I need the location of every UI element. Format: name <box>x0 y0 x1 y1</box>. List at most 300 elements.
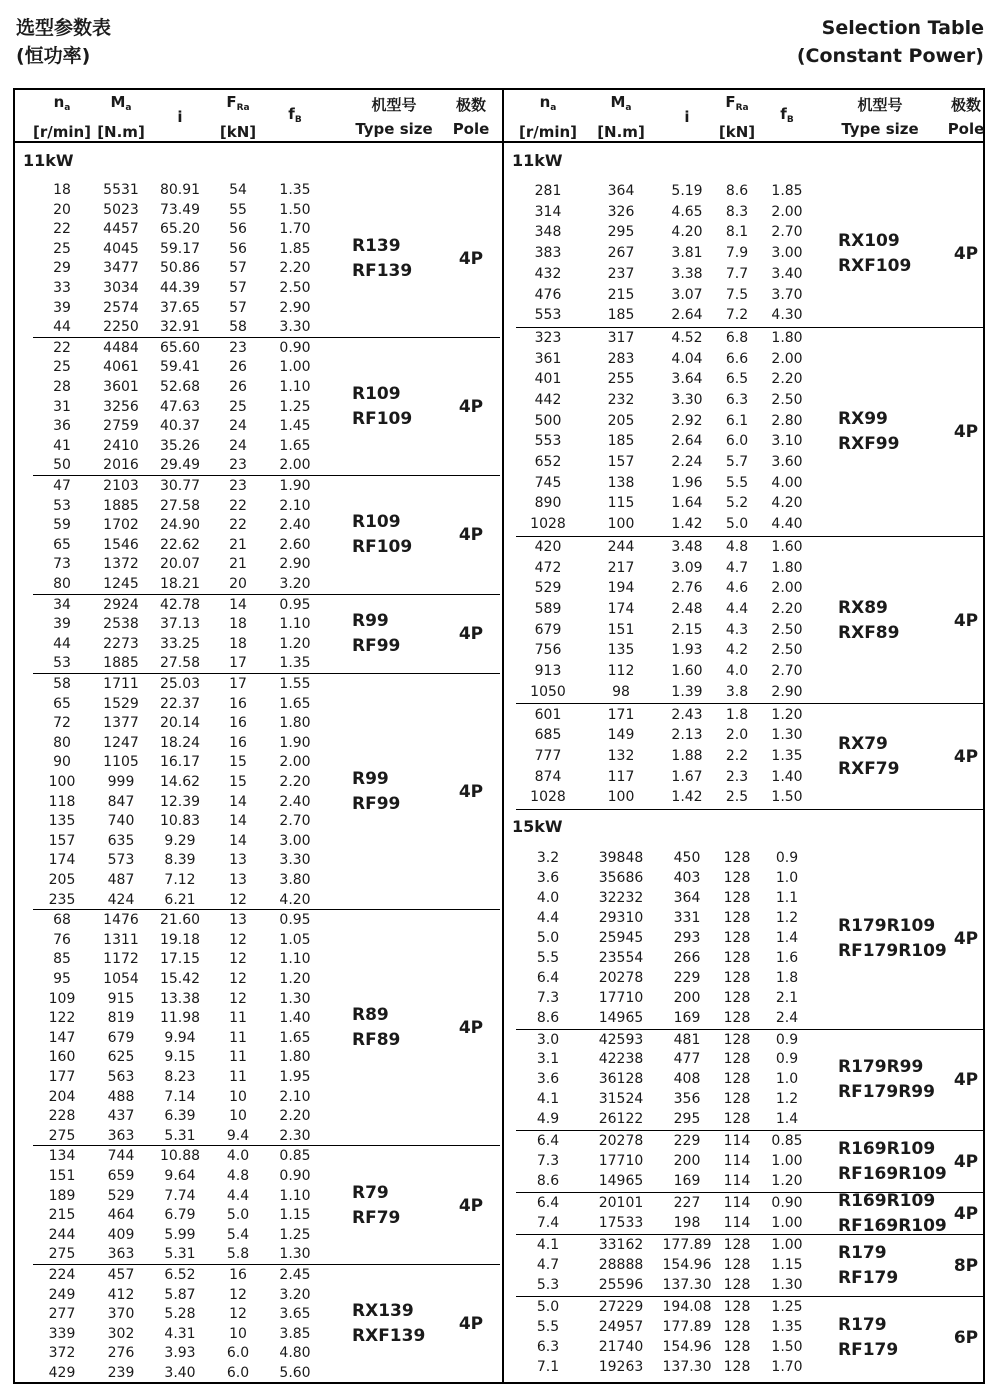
torque-value: 19263 <box>598 1358 644 1375</box>
ratio-value: 1.39 <box>671 683 703 700</box>
speed-value: 28 <box>53 378 71 395</box>
torque-value: 3034 <box>103 280 139 296</box>
ratio-value: 2.92 <box>671 412 703 429</box>
service-factor-value: 2.10 <box>279 1088 311 1105</box>
type-size-line: R169R109 <box>838 1191 936 1212</box>
service-factor-value: 1.95 <box>279 1068 311 1085</box>
radial-force-value: 114 <box>723 1173 751 1190</box>
torque-value: 117 <box>607 768 635 785</box>
speed-value: 215 <box>48 1207 76 1224</box>
radial-force-value: 14 <box>229 813 247 830</box>
service-factor-value: 2.00 <box>771 350 803 367</box>
radial-force-value: 12 <box>229 1306 247 1323</box>
radial-force-value: 5.4 <box>226 1226 250 1243</box>
torque-value: 17710 <box>598 1153 644 1170</box>
service-factor-value: 1.10 <box>279 951 311 968</box>
col-fra-header-unit: [kN] <box>219 122 257 141</box>
ratio-value: 21.60 <box>159 912 201 929</box>
type-size-line: RF179R99 <box>838 1082 935 1103</box>
ratio-value: 20.14 <box>159 715 201 732</box>
radial-force-value: 128 <box>723 1009 751 1026</box>
type-size-label <box>838 1313 898 1363</box>
torque-value: 5023 <box>103 201 139 218</box>
ratio-value: 2.43 <box>671 706 703 723</box>
service-factor-value: 1.35 <box>771 747 803 764</box>
radial-force-value: 13 <box>229 872 247 888</box>
speed-value: 20 <box>53 201 71 218</box>
torque-value: 1372 <box>103 556 139 573</box>
service-factor-value: 3.20 <box>279 576 311 592</box>
speed-value: 224 <box>48 1267 76 1283</box>
torque-value: 3256 <box>103 398 139 415</box>
type-group <box>516 1131 983 1193</box>
ratio-value: 10.88 <box>159 1148 201 1165</box>
ratio-value: 10.83 <box>159 813 201 830</box>
ratio-value: 14.62 <box>159 774 201 790</box>
speed-value: 7.4 <box>536 1215 560 1232</box>
service-factor-value: 1.35 <box>771 1318 803 1335</box>
torque-value: 819 <box>107 1010 135 1027</box>
radial-force-value: 4.6 <box>725 580 749 597</box>
radial-force-value: 11 <box>229 1010 247 1027</box>
service-factor-value: 2.20 <box>771 600 803 617</box>
table-header-row <box>504 90 985 143</box>
ratio-value: 169 <box>673 1009 701 1026</box>
torque-value: 4061 <box>103 359 139 376</box>
service-factor-value: 4.30 <box>771 307 803 324</box>
radial-force-value: 4.3 <box>725 621 749 638</box>
speed-value: 314 <box>534 203 562 220</box>
speed-value: 205 <box>48 872 76 888</box>
torque-value: 237 <box>607 265 635 282</box>
ratio-value: 9.64 <box>164 1167 196 1184</box>
radial-force-value: 22 <box>229 517 247 534</box>
radial-force-value: 6.1 <box>725 412 749 429</box>
type-size-line: RF99 <box>352 636 401 657</box>
service-factor-value: 1.30 <box>279 1246 311 1263</box>
speed-value: 189 <box>48 1187 76 1204</box>
speed-value: 65 <box>53 695 71 712</box>
title-cn-line2: (恒功率) <box>16 45 91 67</box>
service-factor-value: 0.95 <box>279 912 311 929</box>
ratio-value: 3.38 <box>671 265 703 282</box>
col-na-header-subscript: a <box>550 102 557 113</box>
col-type-header-label: 机型号 <box>371 95 417 114</box>
radial-force-value: 2.5 <box>725 789 749 806</box>
service-factor-value: 1.30 <box>771 727 803 744</box>
radial-force-value: 128 <box>723 1298 751 1315</box>
service-factor-value: 2.30 <box>279 1127 311 1144</box>
ratio-value: 15.42 <box>159 970 201 987</box>
torque-value: 20278 <box>598 969 644 986</box>
speed-value: 913 <box>534 663 562 680</box>
type-size-line: RF139 <box>352 260 413 281</box>
service-factor-value: 2.20 <box>771 371 803 388</box>
type-group <box>33 674 500 910</box>
torque-value: 370 <box>107 1306 135 1323</box>
ratio-value: 137.30 <box>662 1358 712 1375</box>
service-factor-value: 0.9 <box>775 1051 799 1068</box>
col-type-header-unit: Type size <box>841 119 919 138</box>
speed-value: 553 <box>534 433 562 450</box>
col-type-header-label: 机型号 <box>857 95 903 114</box>
speed-value: 442 <box>534 391 562 408</box>
type-size-line: RF89 <box>352 1030 401 1051</box>
col-na-header-unit: [r/min] <box>518 122 578 141</box>
radial-force-value: 57 <box>229 280 247 296</box>
type-size-line: RF99 <box>352 794 401 815</box>
ratio-value: 18.21 <box>159 576 201 592</box>
speed-value: 25 <box>53 240 71 257</box>
service-factor-value: 0.90 <box>771 1195 803 1212</box>
speed-value: 777 <box>534 747 562 764</box>
torque-value: 174 <box>607 600 635 617</box>
radial-force-value: 128 <box>723 1318 751 1335</box>
speed-value: 4.1 <box>536 1091 560 1108</box>
service-factor-value: 1.50 <box>771 789 803 806</box>
col-ma-header-label: $M_a$ <box>610 92 632 113</box>
speed-value: 29 <box>53 260 71 277</box>
ratio-value: 12.39 <box>159 793 201 810</box>
radial-force-value: 24 <box>229 437 247 454</box>
service-factor-value: 1.10 <box>279 1187 311 1204</box>
type-size-label <box>838 229 911 279</box>
type-size-line: RF169R109 <box>838 1164 947 1185</box>
speed-value: 679 <box>534 621 562 638</box>
ratio-value: 1.60 <box>671 663 703 680</box>
torque-value: 98 <box>612 683 630 700</box>
pole-label: 8P <box>953 1255 979 1276</box>
service-factor-value: 2.70 <box>771 663 803 680</box>
service-factor-value: 2.60 <box>279 536 311 553</box>
speed-value: 53 <box>53 497 71 514</box>
speed-value: 122 <box>48 1010 76 1027</box>
ratio-value: 266 <box>673 949 701 966</box>
ratio-value: 4.04 <box>671 350 703 367</box>
speed-value: 118 <box>48 793 76 810</box>
speed-value: 44 <box>53 319 71 336</box>
service-factor-value: 1.1 <box>775 889 799 906</box>
service-factor-value: 1.10 <box>279 616 311 633</box>
torque-value: 2574 <box>103 299 139 316</box>
ratio-value: 40.37 <box>159 418 201 435</box>
torque-value: 42238 <box>598 1051 644 1068</box>
ratio-value: 154.96 <box>662 1338 712 1355</box>
service-factor-value: 1.65 <box>279 437 311 454</box>
torque-value: 138 <box>607 474 635 491</box>
speed-value: 589 <box>534 600 562 617</box>
speed-value: 33 <box>53 280 71 296</box>
title-cn-line1: 选型参数表 <box>16 17 112 39</box>
torque-value: 100 <box>607 789 635 806</box>
service-factor-value: 1.05 <box>279 931 311 948</box>
service-factor-value: 1.00 <box>771 1237 803 1254</box>
pole-label: 6P <box>953 1327 979 1348</box>
ratio-value: 169 <box>673 1173 701 1190</box>
torque-value: 529 <box>107 1187 135 1204</box>
torque-value: 1546 <box>103 536 139 553</box>
service-factor-value: 0.95 <box>279 596 311 613</box>
service-factor-value: 1.00 <box>771 1153 803 1170</box>
torque-value: 3477 <box>103 260 139 277</box>
ratio-value: 3.07 <box>671 286 703 303</box>
torque-value: 27229 <box>598 1298 644 1315</box>
speed-value: 4.0 <box>536 889 560 906</box>
type-size-label <box>352 609 400 659</box>
speed-value: 36 <box>53 418 71 435</box>
pole-label: 4P <box>458 1018 484 1039</box>
speed-value: 174 <box>48 852 76 869</box>
service-factor-value: 3.85 <box>279 1325 311 1342</box>
torque-value: 1245 <box>103 576 139 592</box>
type-size-label <box>838 1137 947 1187</box>
ratio-value: 481 <box>673 1031 701 1048</box>
type-size-line: RXF109 <box>838 256 912 277</box>
radial-force-value: 6.5 <box>725 371 749 388</box>
torque-value: 744 <box>107 1148 135 1165</box>
radial-force-value: 15 <box>229 774 247 790</box>
torque-value: 915 <box>107 990 135 1007</box>
service-factor-value: 2.00 <box>771 580 803 597</box>
speed-value: 529 <box>534 580 562 597</box>
col-i-header-label: i <box>177 107 183 126</box>
torque-value: 32232 <box>598 889 644 906</box>
service-factor-value: 3.40 <box>771 265 803 282</box>
ratio-value: 20.07 <box>159 556 201 573</box>
pole-label: 4P <box>458 782 484 803</box>
ratio-value: 7.74 <box>164 1187 196 1204</box>
service-factor-value: 1.6 <box>775 949 799 966</box>
radial-force-value: 4.4 <box>226 1187 250 1204</box>
service-factor-value: 2.50 <box>771 391 803 408</box>
torque-value: 1105 <box>103 754 139 771</box>
speed-value: 3.6 <box>536 869 560 886</box>
type-group <box>33 910 500 1146</box>
speed-value: 160 <box>48 1049 76 1066</box>
page-title-en <box>797 14 984 70</box>
radial-force-value: 114 <box>723 1215 751 1232</box>
col-na-header <box>508 90 588 143</box>
radial-force-value: 128 <box>723 929 751 946</box>
speed-value: 745 <box>534 474 562 491</box>
service-factor-value: 1.85 <box>771 183 803 199</box>
col-fb-header-label: $f_B$ <box>780 104 794 125</box>
service-factor-value: 0.85 <box>771 1133 803 1150</box>
speed-value: 80 <box>53 576 71 592</box>
ratio-value: 25.03 <box>159 676 201 692</box>
service-factor-value: 1.45 <box>279 418 311 435</box>
torque-value: 437 <box>107 1108 135 1125</box>
torque-value: 295 <box>607 224 635 241</box>
speed-value: 100 <box>48 774 76 790</box>
torque-value: 14965 <box>598 1009 644 1026</box>
type-size-line: RF179 <box>838 1267 899 1288</box>
radial-force-value: 23 <box>229 457 247 474</box>
ratio-value: 229 <box>673 969 701 986</box>
radial-force-value: 12 <box>229 931 247 948</box>
speed-value: 109 <box>48 990 76 1007</box>
ratio-value: 47.63 <box>159 398 201 415</box>
radial-force-value: 7.5 <box>725 286 749 303</box>
torque-value: 3601 <box>103 378 139 395</box>
speed-value: 53 <box>53 655 71 672</box>
service-factor-value: 1.40 <box>279 1010 311 1027</box>
ratio-value: 29.49 <box>159 457 201 474</box>
service-factor-value: 1.35 <box>279 655 311 672</box>
type-group <box>516 537 983 705</box>
service-factor-value: 2.10 <box>279 497 311 514</box>
type-size-label <box>352 382 412 432</box>
torque-value: 2273 <box>103 635 139 652</box>
speed-value: 59 <box>53 517 71 534</box>
service-factor-value: 2.00 <box>279 754 311 771</box>
service-factor-value: 1.10 <box>279 378 311 395</box>
service-factor-value: 1.40 <box>771 768 803 785</box>
ratio-value: 16.17 <box>159 754 201 771</box>
service-factor-value: 0.85 <box>279 1148 311 1165</box>
speed-value: 244 <box>48 1226 76 1243</box>
type-size-label <box>352 767 400 817</box>
service-factor-value: 3.30 <box>279 319 311 336</box>
group-separator <box>516 809 983 810</box>
torque-value: 255 <box>607 371 635 388</box>
type-size-label <box>838 407 899 457</box>
type-size-line: R109 <box>352 383 401 404</box>
type-group <box>33 180 500 338</box>
ratio-value: 5.31 <box>164 1246 196 1263</box>
ratio-value: 1.93 <box>671 642 703 659</box>
service-factor-value: 4.40 <box>771 516 803 533</box>
service-factor-value: 2.40 <box>279 793 311 810</box>
col-ma-header-unit: [N.m] <box>597 122 645 141</box>
ratio-value: 6.39 <box>164 1108 196 1125</box>
ratio-value: 5.87 <box>164 1286 196 1303</box>
speed-value: 47 <box>53 478 71 494</box>
radial-force-value: 4.2 <box>725 642 749 659</box>
speed-value: 249 <box>48 1286 76 1303</box>
radial-force-value: 57 <box>229 260 247 277</box>
service-factor-value: 2.70 <box>771 224 803 241</box>
service-factor-value: 1.50 <box>771 1338 803 1355</box>
service-factor-value: 4.20 <box>771 495 803 512</box>
service-factor-value: 1.25 <box>771 1298 803 1315</box>
speed-value: 204 <box>48 1088 76 1105</box>
col-na-header-subscript: a <box>64 102 71 113</box>
type-size-label <box>838 914 947 964</box>
type-size-label <box>838 1241 898 1291</box>
ratio-value: 22.37 <box>159 695 201 712</box>
radial-force-value: 4.7 <box>725 559 749 576</box>
ratio-value: 22.62 <box>159 536 201 553</box>
radial-force-value: 25 <box>229 398 247 415</box>
service-factor-value: 2.50 <box>279 280 311 296</box>
type-size-line: R179R109 <box>838 915 936 936</box>
ratio-value: 2.15 <box>671 621 703 638</box>
radial-force-value: 17 <box>229 676 247 692</box>
speed-value: 348 <box>534 224 562 241</box>
service-factor-value: 1.50 <box>279 201 311 218</box>
speed-value: 135 <box>48 813 76 830</box>
torque-value: 28888 <box>598 1256 644 1273</box>
pole-label: 4P <box>458 525 484 546</box>
torque-value: 14965 <box>598 1173 644 1190</box>
speed-value: 6.4 <box>536 969 560 986</box>
service-factor-value: 2.50 <box>771 621 803 638</box>
ratio-value: 35.26 <box>159 437 201 454</box>
service-factor-value: 1.35 <box>279 182 311 198</box>
radial-force-value: 16 <box>229 1267 247 1283</box>
radial-force-value: 4.0 <box>725 663 749 680</box>
type-size-line: RXF139 <box>352 1326 426 1347</box>
col-na-header-label: $n_a$ <box>539 92 557 113</box>
col-fb-header-label: $f_B$ <box>288 104 302 125</box>
ratio-value: 364 <box>673 889 701 906</box>
speed-value: 383 <box>534 245 562 262</box>
service-factor-value: 3.20 <box>279 1286 311 1303</box>
ratio-value: 9.15 <box>164 1049 196 1066</box>
radial-force-value: 2.0 <box>725 727 749 744</box>
torque-value: 1702 <box>103 517 139 534</box>
torque-value: 635 <box>107 832 135 849</box>
speed-value: 652 <box>534 454 562 471</box>
speed-value: 95 <box>53 970 71 987</box>
ratio-value: 331 <box>673 909 701 926</box>
ratio-value: 6.52 <box>164 1267 196 1283</box>
ratio-value: 8.23 <box>164 1068 196 1085</box>
speed-value: 177 <box>48 1068 76 1085</box>
torque-value: 215 <box>607 286 635 303</box>
torque-value: 409 <box>107 1226 135 1243</box>
speed-value: 134 <box>48 1148 76 1165</box>
torque-value: 1172 <box>103 951 139 968</box>
table-header-row <box>15 90 502 143</box>
speed-value: 5.5 <box>536 1318 560 1335</box>
ratio-value: 5.31 <box>164 1127 196 1144</box>
pole-label: 4P <box>458 248 484 269</box>
ratio-value: 5.19 <box>671 183 703 199</box>
radial-force-value: 114 <box>723 1133 751 1150</box>
torque-value: 317 <box>607 329 635 346</box>
radial-force-value: 22 <box>229 497 247 514</box>
radial-force-value: 16 <box>229 695 247 712</box>
speed-value: 685 <box>534 727 562 744</box>
col-pole-header-unit: Pole <box>452 119 490 138</box>
service-factor-value: 2.80 <box>771 412 803 429</box>
speed-value: 8.6 <box>536 1009 560 1026</box>
type-group <box>33 338 500 476</box>
ratio-value: 8.39 <box>164 852 196 869</box>
ratio-value: 50.86 <box>159 260 201 277</box>
radial-force-value: 128 <box>723 1111 751 1128</box>
pole-label: 4P <box>458 1314 484 1335</box>
ratio-value: 32.91 <box>159 319 201 336</box>
speed-value: 65 <box>53 536 71 553</box>
type-group <box>33 1265 500 1384</box>
ratio-value: 27.58 <box>159 655 201 672</box>
radial-force-value: 128 <box>723 949 751 966</box>
power-section-title: 15kW <box>512 817 563 836</box>
speed-value: 5.5 <box>536 949 560 966</box>
ratio-value: 2.24 <box>671 454 703 471</box>
radial-force-value: 8.1 <box>725 224 749 241</box>
speed-value: 7.3 <box>536 1153 560 1170</box>
torque-value: 20101 <box>598 1195 644 1212</box>
radial-force-value: 54 <box>229 182 247 198</box>
torque-value: 4457 <box>103 221 139 238</box>
speed-value: 8.6 <box>536 1173 560 1190</box>
speed-value: 372 <box>48 1345 76 1362</box>
type-size-line: RF109 <box>352 408 413 429</box>
